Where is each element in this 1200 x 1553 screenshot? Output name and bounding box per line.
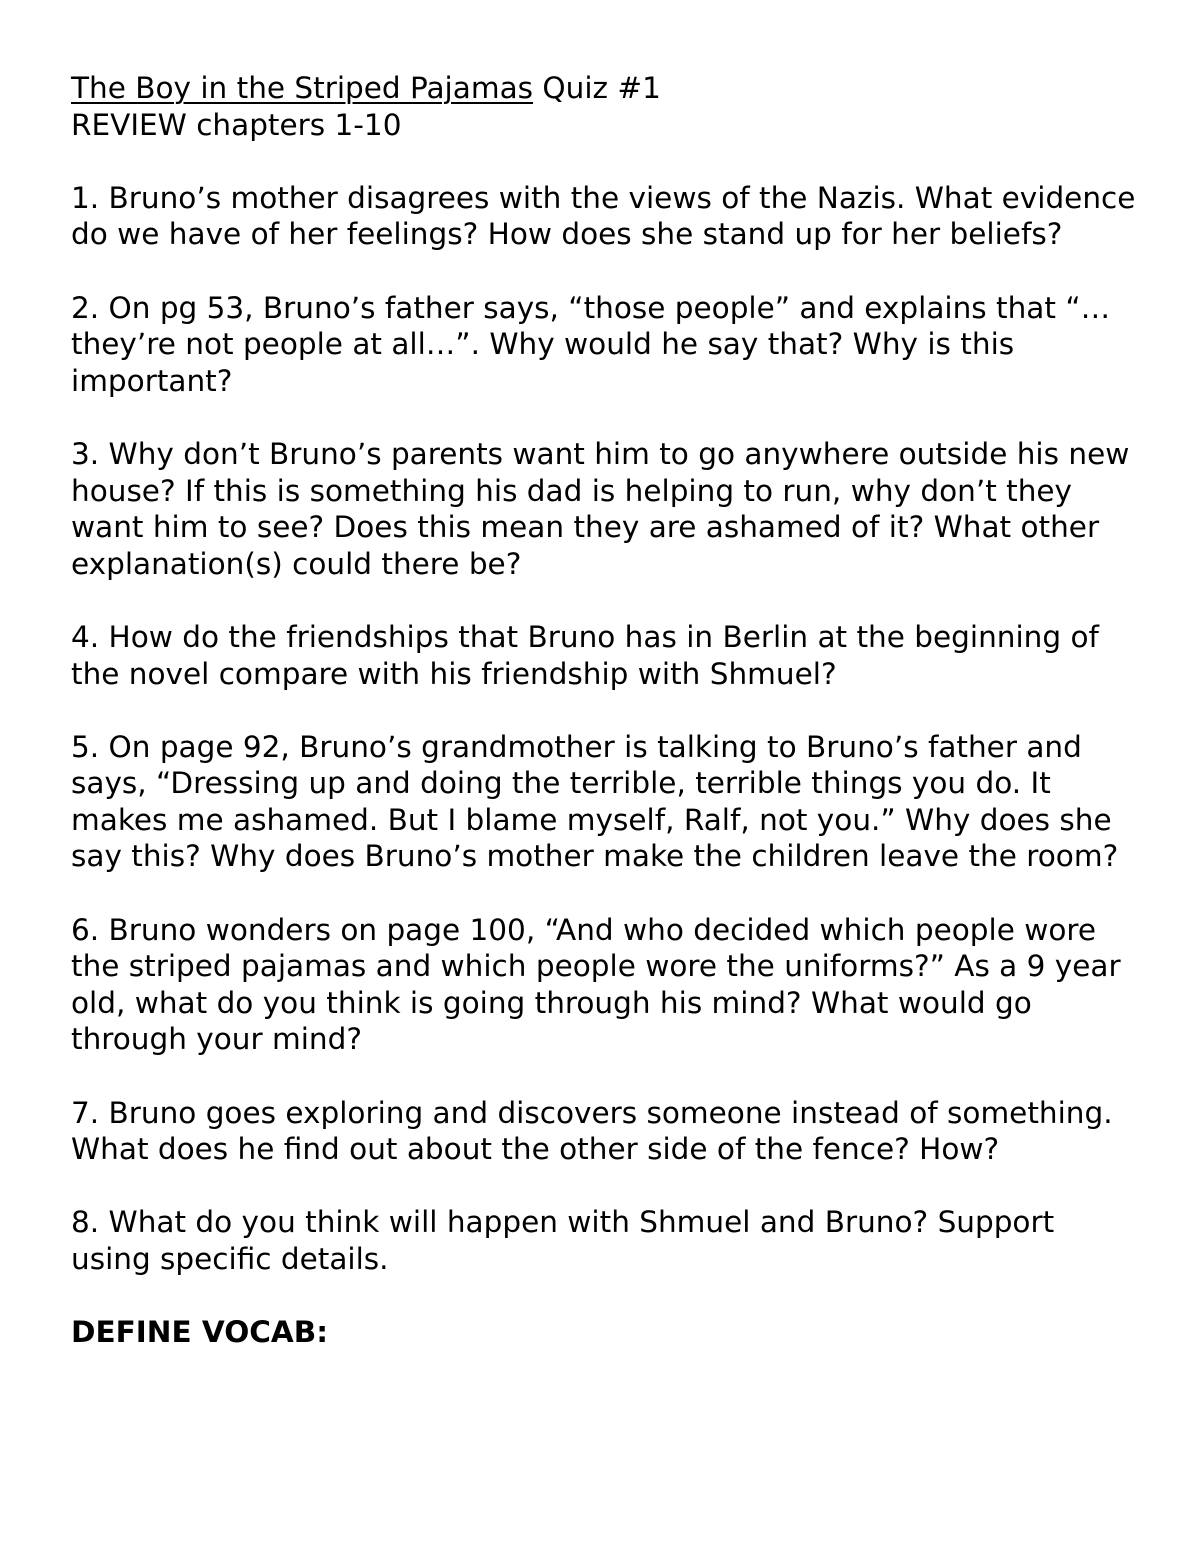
question-2: 2. On pg 53, Bruno’s father says, “those people” and explains that “…they’re not people at all…”. Why would he say that? Why is this important?	[71, 290, 1111, 398]
quiz-label: Quiz #1	[533, 71, 661, 105]
question-4: 4. How do the friendships that Bruno has in Berlin at the beginning of the novel compare with his friendship with Shmuel?	[71, 619, 1099, 691]
document-page	[71, 70, 1141, 1351]
vocab-heading: DEFINE VOCAB:	[71, 1315, 329, 1350]
spacer	[71, 143, 1141, 180]
book-title: The Boy in the Striped Pajamas	[71, 71, 534, 105]
question-8: 8. What do you think will happen with Shmuel and Bruno? Support using specific details.	[71, 1205, 1055, 1276]
question-6: 6. Bruno wonders on page 100, “And who decided which people wore the striped pajamas and which people wore the uniforms?” As a 9 year old, what do you think is going through his mind? What would go through your mind?	[71, 912, 1121, 1057]
quiz-title-line	[71, 70, 1141, 107]
question-1: 1. Bruno’s mother disagrees with the views of the Nazis. What evidence do we have of her feelings? How does she stand up for her beliefs?	[71, 180, 1136, 252]
question-7: 7. Bruno goes exploring and discovers someone instead of something. What does he find out about the other side of the fence? How?	[71, 1095, 1113, 1167]
review-line: REVIEW chapters 1-10	[71, 107, 402, 142]
question-5: 5. On page 92, Bruno’s grandmother is talking to Bruno’s father and says, “Dressing up and doing the terrible, terrible things you do. It makes me ashamed. But I blame myself, Ralf, not you.” Why does she say this? Why does Bruno’s mother make the children leave the room?	[71, 729, 1119, 874]
question-3: 3. Why don’t Bruno’s parents want him to go anywhere outside his new house? If this is something his dad is helping to run, why don’t they want him to see? Does this mean they are ashamed of it? What other explanation(s) could there be?	[71, 436, 1130, 581]
